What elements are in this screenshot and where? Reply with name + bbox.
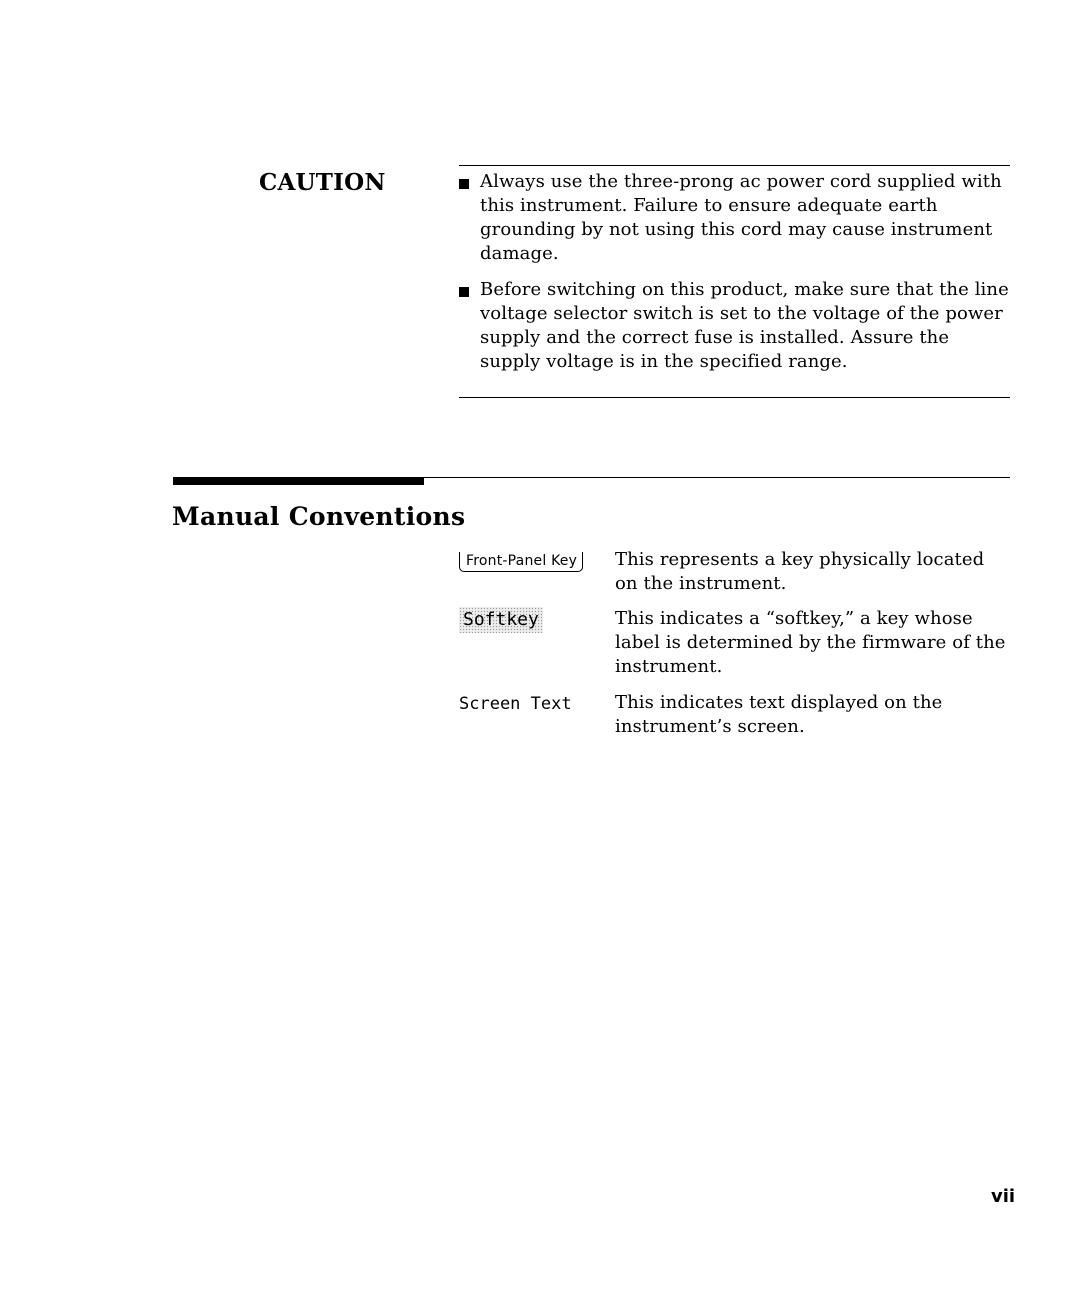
convention-description: This indicates a “softkey,” a key whose label is determined by the firmware of the instrument. (615, 608, 1006, 677)
section-heading-rule (424, 477, 1010, 478)
screen-text-sample: Screen Text (459, 694, 572, 714)
caution-item (459, 278, 1010, 374)
caution-item (459, 170, 1010, 266)
convention-term (459, 607, 543, 633)
caution-list (459, 170, 1010, 386)
convention-term (459, 691, 572, 716)
section-title: Manual Conventions (172, 502, 466, 531)
caution-label: CAUTION (259, 169, 386, 196)
convention-description: This represents a key physically located on the instrument. (615, 549, 985, 594)
square-bullet-icon (459, 179, 469, 189)
page-number: vii (991, 1186, 1016, 1207)
softkey-sample: Softkey (459, 607, 543, 633)
convention-term (459, 548, 583, 572)
convention-description: This indicates text displayed on the instrument’s screen. (615, 692, 943, 737)
caution-bottom-rule (459, 397, 1010, 398)
caution-top-rule (459, 165, 1010, 166)
square-bullet-icon (459, 287, 469, 297)
section-heading-bar (173, 477, 424, 485)
caution-item-text: Before switching on this product, make sure that the line voltage selector switch is set to the voltage of the power supply and the correct fuse is installed. Assure the supply voltage is in the specified range. (480, 279, 1009, 372)
caution-item-text: Always use the three-prong ac power cord supplied with this instrument. Failure to ensure adequate earth grounding by not using this cord may cause instrument damage. (480, 171, 1002, 264)
front-panel-key-sample: Front-Panel Key (459, 552, 583, 572)
